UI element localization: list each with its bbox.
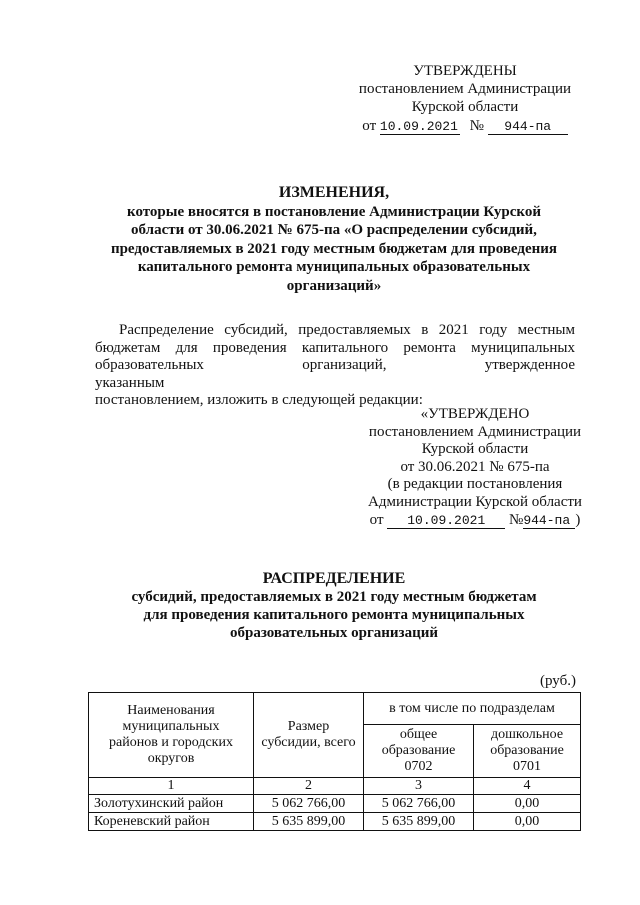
changes-line: предоставляемых в 2021 году местным бюджетам для проведения <box>110 240 558 257</box>
changes-line: которые вносятся в постановление Администрации Курской <box>127 203 541 220</box>
number-prefix: № <box>509 512 524 528</box>
changes-block <box>88 184 580 295</box>
approval-date: 10.09.2021 <box>379 119 458 134</box>
body-paragraph <box>95 322 575 410</box>
changes-line: организаций» <box>286 277 382 294</box>
approval-line: постановлением Администрации <box>358 81 572 97</box>
header-municipality: Наименования муниципальных районов и городских округов <box>89 693 254 778</box>
paragraph-line: бюджетам для проведения капитального ремонта муниципальных <box>95 339 575 356</box>
approval-line: Администрации Курской области <box>368 493 582 510</box>
date-prefix: от <box>362 118 377 134</box>
header-subsections: в том числе по подразделам <box>364 693 581 725</box>
column-number: 4 <box>474 778 581 795</box>
distribution-table <box>88 692 581 831</box>
row-general: 5 635 899,00 <box>364 813 474 831</box>
row-total: 5 635 899,00 <box>254 813 364 831</box>
header-total: Размер субсидии, всего <box>254 693 364 778</box>
approval-title: «УТВЕРЖДЕНО <box>420 406 530 422</box>
column-number-row <box>89 778 581 795</box>
approval-line: постановлением Администрации <box>368 423 582 440</box>
distribution-line: образовательных организаций <box>230 625 438 641</box>
approval-number: 944-па <box>523 514 575 529</box>
header-general-education: общее образование 0702 <box>364 725 474 778</box>
distribution-block <box>88 570 580 642</box>
row-preschool: 0,00 <box>474 813 581 831</box>
column-number: 2 <box>254 778 364 795</box>
row-total: 5 062 766,00 <box>254 795 364 813</box>
changes-line: области от 30.06.2021 № 675-па «О распределении субсидий, <box>131 222 537 238</box>
approval-line: Курской области <box>421 441 529 457</box>
changes-heading: ИЗМЕНЕНИЯ, <box>278 184 390 201</box>
date-prefix: от <box>369 512 384 528</box>
paragraph-line: образовательных организаций, утвержденное указанным <box>95 357 575 391</box>
approval-line: (в редакции постановления <box>387 476 563 492</box>
table-row <box>89 813 581 831</box>
column-number: 3 <box>364 778 474 795</box>
approval-block-top <box>340 62 590 135</box>
closing-paren: ) <box>575 512 581 528</box>
distribution-line: для проведения капитального ремонта муниципальных <box>143 607 525 623</box>
paragraph-line: постановлением, изложить в следующей редакции: <box>95 392 423 408</box>
header-preschool-education: дошкольное образование 0701 <box>474 725 581 778</box>
approval-line: от 30.06.2021 № 675-па <box>400 458 550 475</box>
approval-date: 10.09.2021 <box>387 514 505 529</box>
distribution-line: субсидий, предоставляемых в 2021 году местным бюджетам <box>131 589 537 605</box>
distribution-heading: РАСПРЕДЕЛЕНИЕ <box>262 570 406 587</box>
approval-title: УТВЕРЖДЕНЫ <box>413 63 517 79</box>
number-prefix: № <box>469 118 484 134</box>
row-name: Кореневский район <box>89 813 254 831</box>
approval-block-inner <box>360 406 590 530</box>
approval-date-line <box>340 117 590 135</box>
approval-line: Курской области <box>411 99 519 115</box>
column-number: 1 <box>89 778 254 795</box>
table-row <box>89 795 581 813</box>
approval-number: 944-па <box>488 120 568 135</box>
approval-date-line <box>360 512 590 530</box>
row-general: 5 062 766,00 <box>364 795 474 813</box>
row-preschool: 0,00 <box>474 795 581 813</box>
changes-line: капитального ремонта муниципальных образовательных <box>137 259 531 275</box>
row-name: Золотухинский район <box>89 795 254 813</box>
paragraph-line: Распределение субсидий, предоставляемых в 2021 году местным <box>119 322 575 338</box>
units-label: (руб.) <box>540 673 576 689</box>
